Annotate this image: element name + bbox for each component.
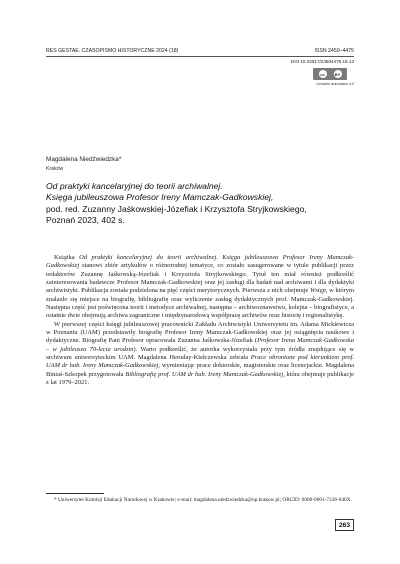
text-run: W pierwszej części księgi jubileuszowej pracownicki Zakładu Archiwistyki Uniwersytetu im. Adama Mickiewicza w Poznaniu (UAM) przedstawiły biografię Profesor Ireny Mamczak-Gadkowskiej oraz jej osiągnięcia naukowe i dydaktyczne. Biografię Pani Profesor opracowała Zuzanna Jaśkowska-Józefiak ( <box>46 320 354 345</box>
footnote-divider <box>46 493 104 494</box>
text-run: , która obejmuje publikacje z lat 1979–2021. <box>46 370 354 387</box>
footnote-text: * Uniwersytet Komisji Edukacji Narodowej w Krakowie; e-mail: magdalena.niedzwiedzka@up.krakow.pl; ORCID: 0000-0001-7336-046X. <box>54 497 352 503</box>
footnote <box>46 497 354 504</box>
title-line: Poznań 2023, 402 s. <box>46 215 125 226</box>
text-run: Książka <box>54 254 80 261</box>
cc-icon: cc <box>320 71 325 77</box>
text-run: , wymieniając prace doktorskie, magisterskie oraz licencjackie. Magdalena Biniaś-Szkopek przygotowała <box>46 362 354 378</box>
author-affiliation: Kraków <box>46 166 64 172</box>
italic-run: Prace obronione pod kierunkiem prof. UAM dr hab. Ireny Mamczak-Gadkowskiej <box>46 354 354 370</box>
italic-run: Od praktyki kancelaryjnej do teorii archiwalnej. Księga jubileuszowa Profesor Ireny Mamczak-Gadkowskiej <box>46 254 354 270</box>
issn: ISSN 2450–4475 <box>314 48 354 54</box>
attribution-icon: BY <box>334 71 341 77</box>
author-name: Magdalena Niedźwiedzka* <box>46 156 122 163</box>
title-line: Od praktyki kancelaryjnej do teorii archiwalnej. <box>46 181 223 191</box>
journal-name: RES GESTAE. CZASOPISMO HISTORYCZNE 2024 (18) <box>46 48 179 54</box>
running-header <box>46 44 354 57</box>
license-badge[interactable] <box>313 68 347 80</box>
license-label: Uznanie autorstwa 4.0 <box>316 82 354 86</box>
review-title <box>46 181 356 227</box>
body-text <box>46 254 354 388</box>
italic-run: Profesor Irena Mamczak-Gadkowska – w jubileuszu 70-lecia urodzin <box>46 337 354 353</box>
text-run: , w którym znalazło się miejsce na biografię, bibliografię oraz wyliczenie zasług dydaktycznych prof. Mamczak-Gadkowskiej. Następna część jest poświęcona teorii i metodyce archiwalnej, następna – archiwoznawstwu, kolejna – biografistyce, a ostatnie dwie obejmują archiwa zagraniczne i międzynarodową współpracę archiwów oraz historię i regionalistykę. <box>46 287 355 320</box>
text-run: stanowi zbiór artykułów o różnorodnej tematyce, co zostało zasugerowane w tytule publikacji przez redaktorów Zuzannę Jaśkowską-Józefiak i Krzysztofa Stryjkowskiego. Tytuł ten miał również podkreślić zainteresowania badawcze Profesor Mamczak-Gadkowskiej oraz jej zasługi dla badań nad archiwami i dla dydaktyki archiwistyki. Publikacja została podzielona na pięć części merytorycznych. Pierwsza z nich obejmuje <box>46 262 354 295</box>
doi[interactable]: DOI 10.24917/24504475.18.13 <box>290 59 354 64</box>
title-line: Księga jubileuszowa Profesor Ireny Mamczak-Gadkowskiej, <box>46 192 274 203</box>
paragraph <box>46 254 354 321</box>
paragraph <box>46 321 354 388</box>
text-run: ). Warto podkreślić, że autorka wykorzystała przy tym źródła znajdujące się w archiwum uniwersyteckim UAM. Magdalena Heruday-Kiełczewska zebrała <box>46 345 355 362</box>
italic-run: Wstęp <box>310 287 326 295</box>
title-line: pod. red. Zuzanny Jaśkowskiej-Józefiak i Krzysztofa Stryjkowskiego, <box>46 203 307 214</box>
italic-run: Bibliografię prof. UAM dr hab. Ireny Mamczak-Gadkowskiej <box>125 370 284 378</box>
page-number: 263 <box>335 519 354 531</box>
